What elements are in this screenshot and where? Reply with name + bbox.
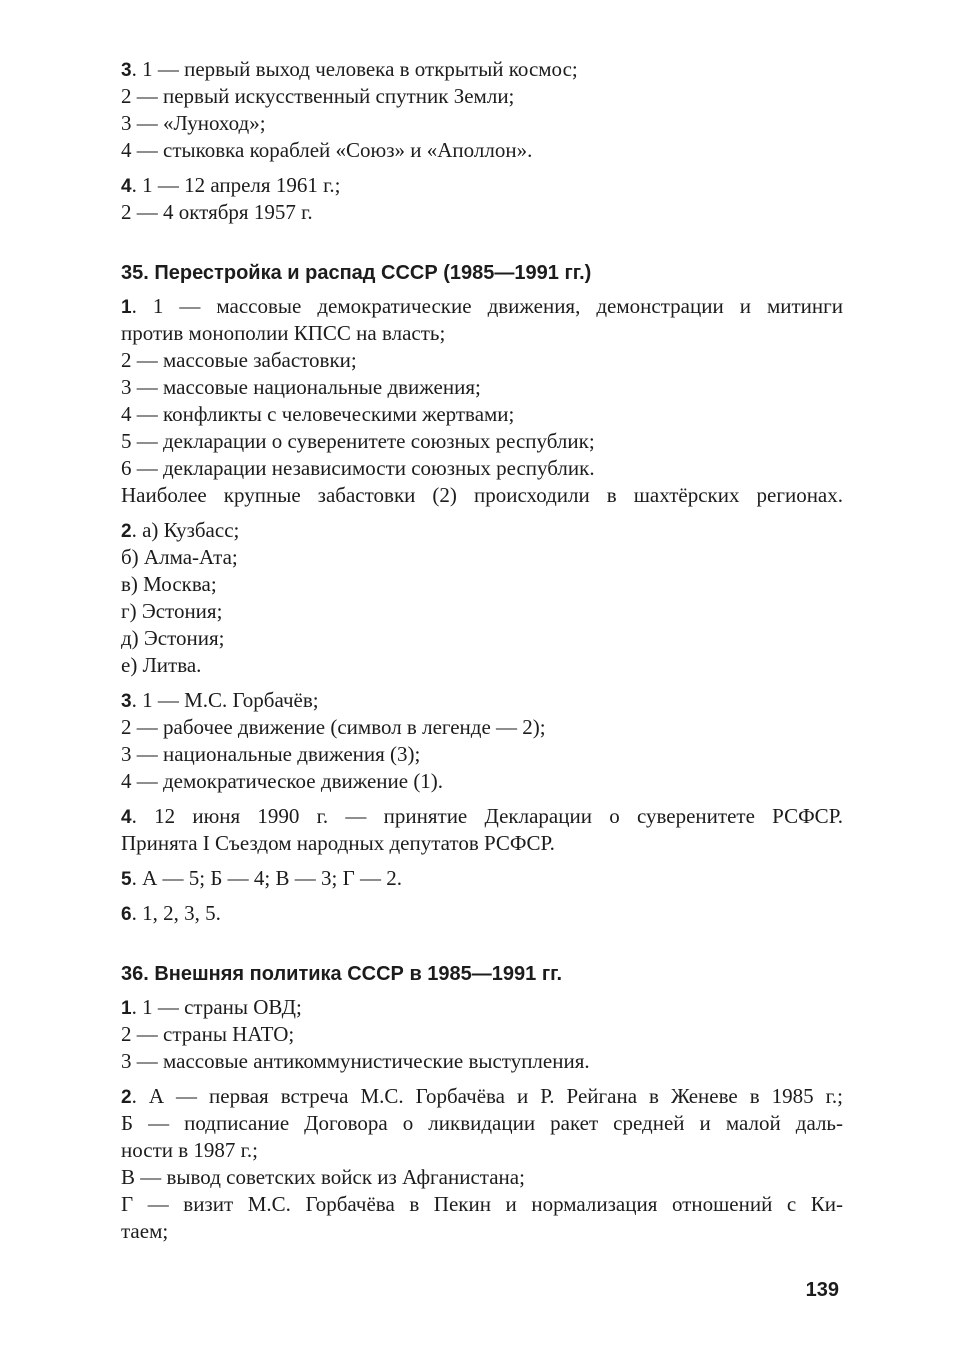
answer-line: 6. 1, 2, 3, 5.: [121, 901, 221, 925]
answer-line: 2 — страны НАТО;: [121, 1022, 295, 1046]
answer-item: [121, 172, 843, 226]
answer-text: 1 — первый выход человека в открытый космос;: [142, 57, 578, 81]
section-heading: 36. Внешняя политика СССР в 1985—1991 гг.: [121, 963, 563, 985]
answer-line: Принята I Съездом народных депутатов РСФСР.: [121, 831, 555, 855]
answer-line: 1. 1 — страны ОВД;: [121, 995, 302, 1019]
answer-item: [121, 900, 843, 927]
section-heading: 35. Перестройка и распад СССР (1985—1991 гг.): [121, 262, 592, 284]
answer-text: А — первая встреча М.С. Горбачёва и Р. Рейгана в Женеве в 1985 г.;: [148, 1084, 843, 1108]
answer-line: 4 — демократическое движение (1).: [121, 769, 444, 793]
answer-text: 1 — массовые демократические движения, демонстрации и митинги: [152, 294, 843, 318]
answer-text: 1 — 12 апреля 1961 г.;: [142, 173, 341, 197]
spacer: [121, 679, 843, 687]
answer-item: [121, 1083, 843, 1245]
answer-item: [121, 865, 843, 892]
answer-item: [121, 517, 843, 679]
answer-line: 2 — первый искусственный спутник Земли;: [121, 84, 515, 108]
answer-line: 4. 12 июня 1990 г. — принятие Декларации о суверенитете РСФСР.: [121, 804, 843, 828]
question-number: 4: [121, 176, 132, 197]
question-number: 4: [121, 807, 132, 828]
question-number: 5: [121, 869, 132, 890]
answer-line: 2 — 4 октября 1957 г.: [121, 200, 313, 224]
question-number: 6: [121, 904, 132, 925]
answer-line: 2. а) Кузбасс;: [121, 518, 240, 542]
answer-line: 3 — массовые антикоммунистические выступления.: [121, 1049, 590, 1073]
answer-text: 1, 2, 3, 5.: [142, 901, 221, 925]
question-number: 2: [121, 1087, 132, 1108]
answer-line: Г — визит М.С. Горбачёва в Пекин и нормализация отношений с Ки-: [121, 1192, 843, 1216]
answer-line: В — вывод советских войск из Афганистана;: [121, 1165, 525, 1189]
answer-line: 4. 1 — 12 апреля 1961 г.;: [121, 173, 341, 197]
answer-item: [121, 803, 843, 857]
answer-line: г) Эстония;: [121, 599, 223, 623]
answer-line: 1. 1 — массовые демократические движения, демонстрации и митинги: [121, 294, 843, 318]
spacer: [121, 795, 843, 803]
answer-line: 3. 1 — М.С. Горбачёв;: [121, 688, 319, 712]
question-number: 1: [121, 297, 132, 318]
answer-line: Наиболее крупные забастовки (2) происходили в шахтёрских регионах.: [121, 483, 843, 507]
answer-item: [121, 687, 843, 795]
spacer: [121, 164, 843, 172]
spacer: [121, 927, 843, 961]
answer-line: е) Литва.: [121, 653, 202, 677]
page-number: 139: [805, 1279, 839, 1301]
answer-line: 2 — массовые забастовки;: [121, 348, 357, 372]
answer-line: в) Москва;: [121, 572, 217, 596]
answer-item: [121, 293, 843, 509]
answer-line: 6 — декларации независимости союзных республик.: [121, 456, 595, 480]
question-number: 1: [121, 998, 132, 1019]
answer-line: 5. А — 5; Б — 4; В — 3; Г — 2.: [121, 866, 402, 890]
answer-line: 2 — рабочее движение (символ в легенде — 2);: [121, 715, 546, 739]
spacer: [121, 857, 843, 865]
answer-line: Б — подписание Договора о ликвидации ракет средней и малой даль-: [121, 1111, 843, 1135]
page-content: [121, 56, 843, 1245]
spacer: [121, 892, 843, 900]
answer-line: д) Эстония;: [121, 626, 225, 650]
answer-line: 3 — «Луноход»;: [121, 111, 266, 135]
answer-line: 4 — конфликты с человеческими жертвами;: [121, 402, 515, 426]
answer-line: 3 — национальные движения (3);: [121, 742, 421, 766]
answer-line: 3. 1 — первый выход человека в открытый космос;: [121, 57, 578, 81]
question-number: 2: [121, 521, 132, 542]
answer-text: А — 5; Б — 4; В — 3; Г — 2.: [142, 866, 402, 890]
question-number: 3: [121, 60, 132, 81]
answer-line: 2. А — первая встреча М.С. Горбачёва и Р. Рейгана в Женеве в 1985 г.;: [121, 1084, 843, 1108]
answer-text: 1 — М.С. Горбачёв;: [142, 688, 319, 712]
answer-line: таем;: [121, 1219, 169, 1243]
answer-line: ности в 1987 г.;: [121, 1138, 258, 1162]
spacer: [121, 509, 843, 517]
spacer: [121, 226, 843, 260]
answer-line: против монополии КПСС на власть;: [121, 321, 446, 345]
question-number: 3: [121, 691, 132, 712]
answer-item: [121, 56, 843, 164]
answer-line: 4 — стыковка кораблей «Союз» и «Аполлон».: [121, 138, 533, 162]
answer-line: 5 — декларации о суверенитете союзных республик;: [121, 429, 595, 453]
spacer: [121, 1075, 843, 1083]
answer-item: [121, 994, 843, 1075]
answer-text: 12 июня 1990 г. — принятие Декларации о суверенитете РСФСР.: [154, 804, 843, 828]
answer-text: 1 — страны ОВД;: [142, 995, 302, 1019]
answer-line: 3 — массовые национальные движения;: [121, 375, 481, 399]
answer-text: а) Кузбасс;: [142, 518, 240, 542]
answer-line: б) Алма-Ата;: [121, 545, 238, 569]
